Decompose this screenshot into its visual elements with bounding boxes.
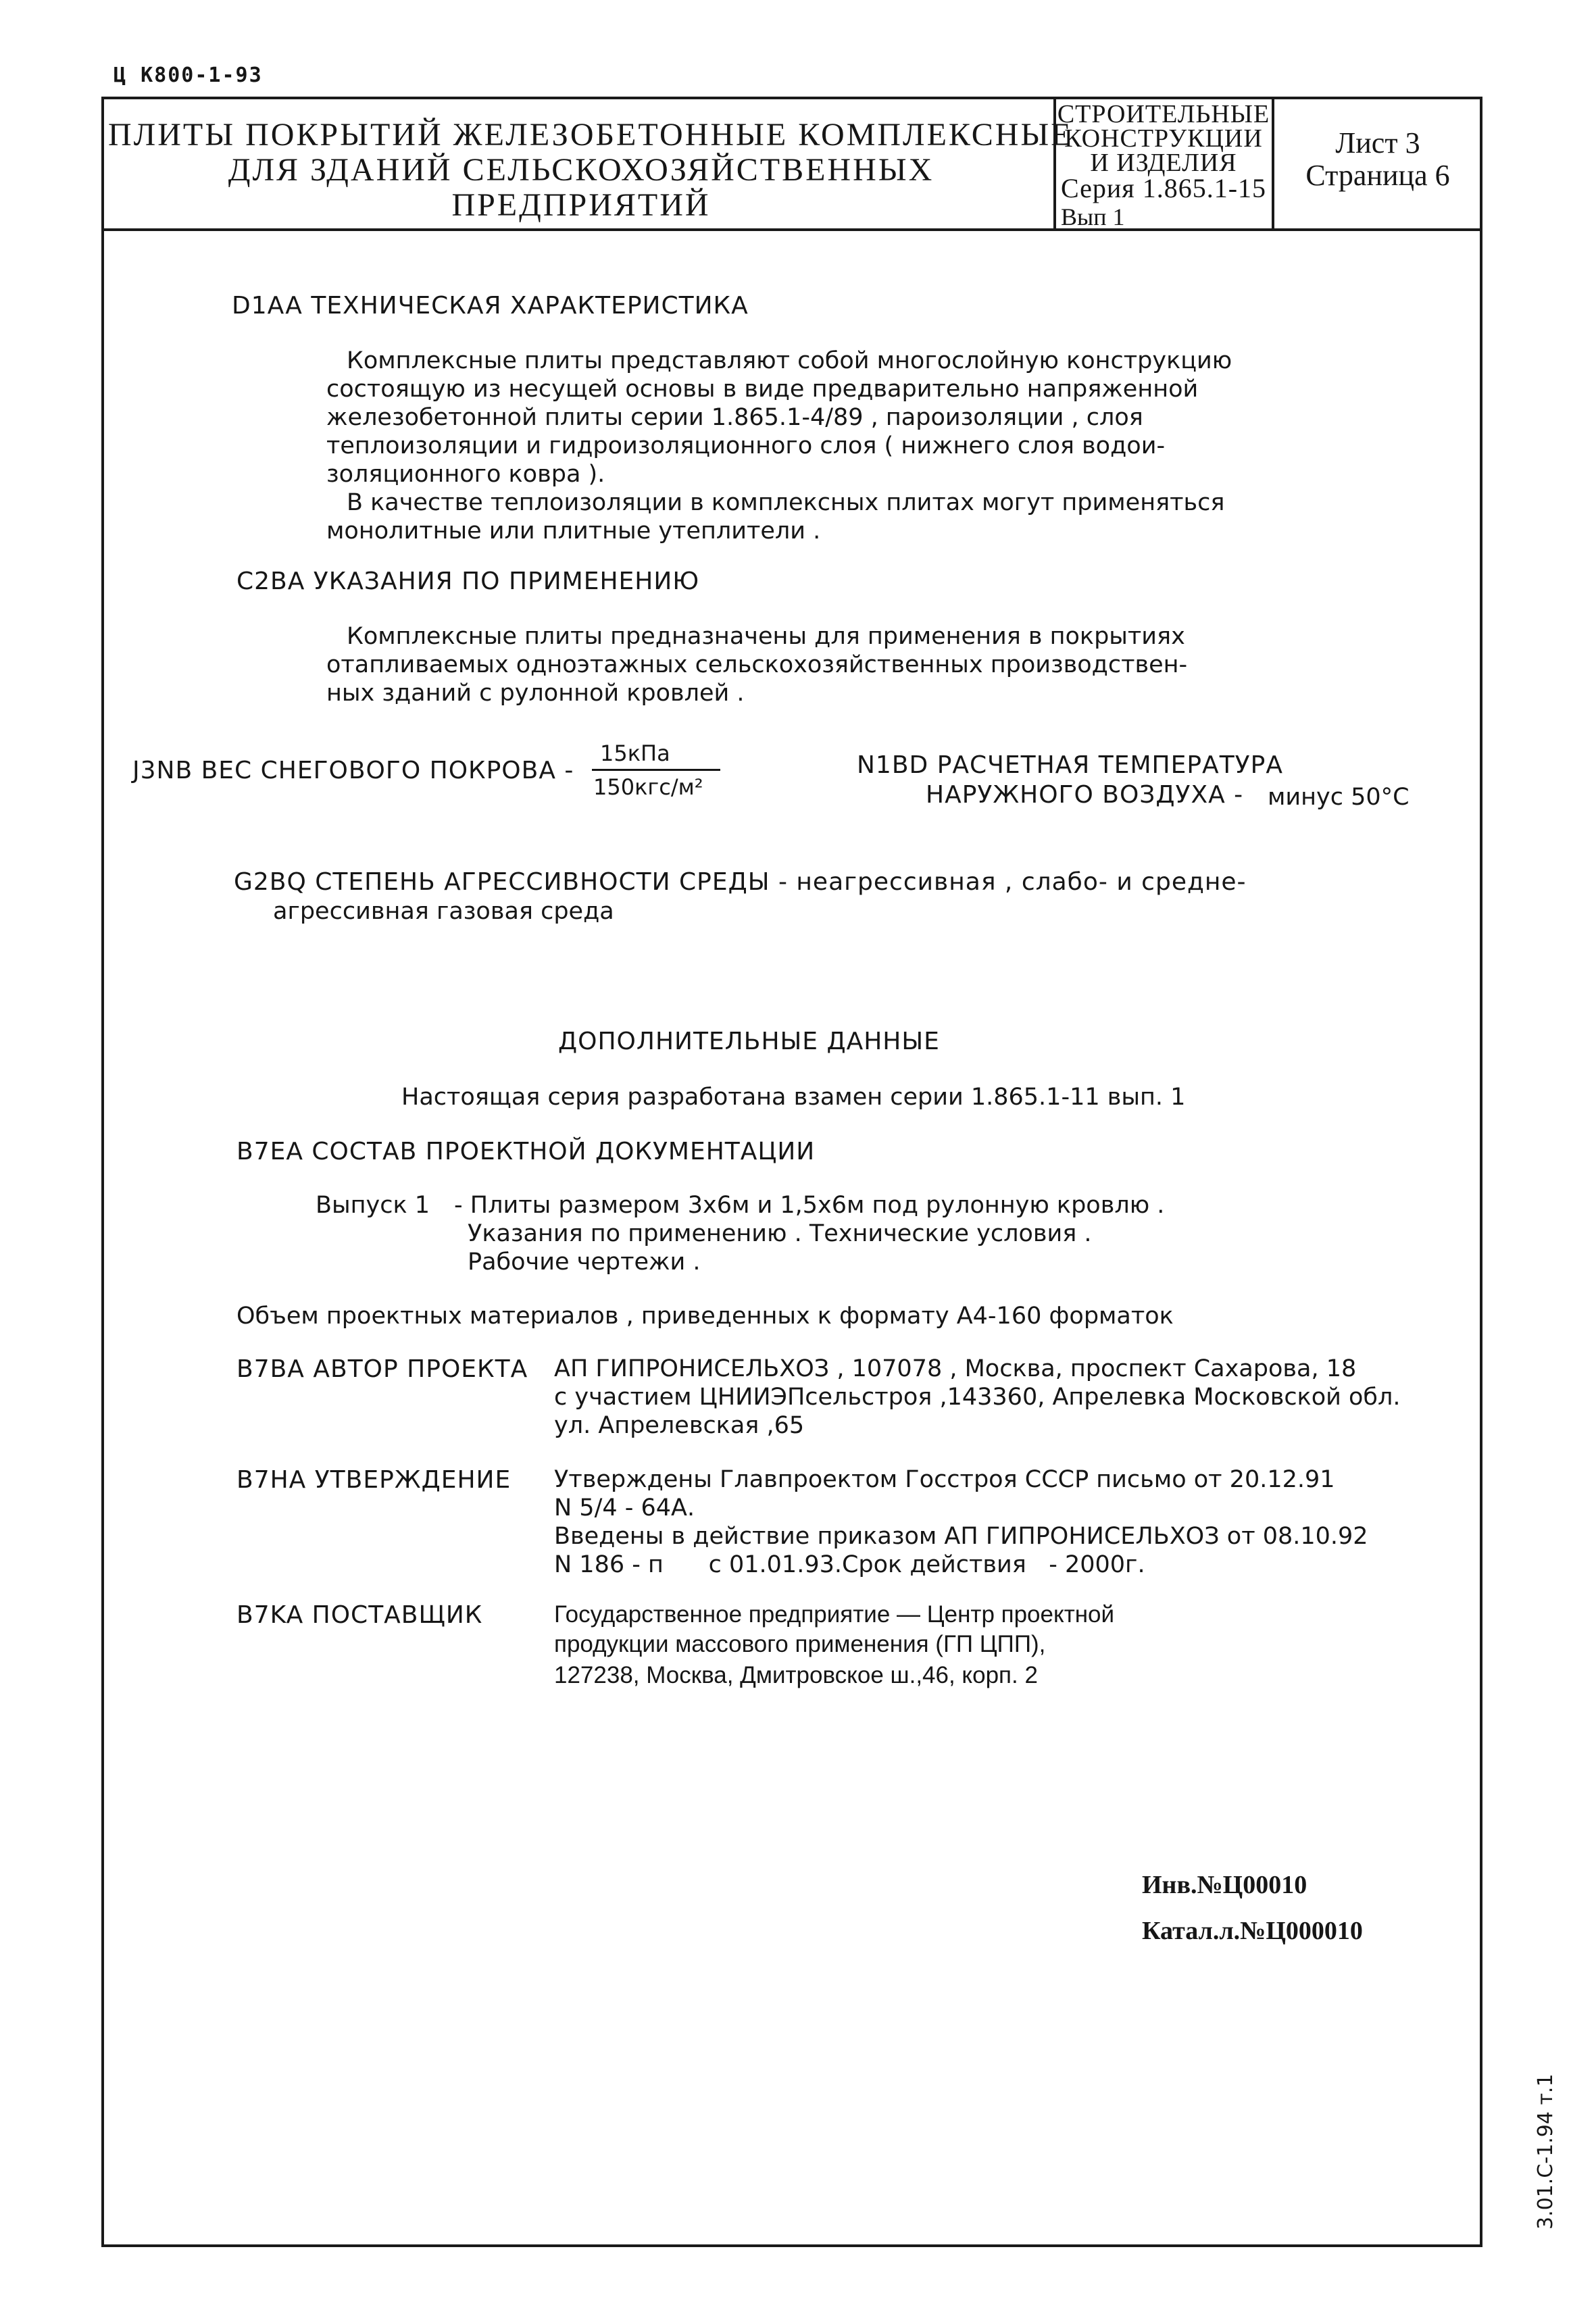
snow-load-numerator: 15кПа [600, 740, 670, 766]
category-line-2: КОНСТРУКЦИИ [1064, 124, 1263, 153]
issue-line: Рабочие чертежи . [468, 1249, 701, 1276]
author-line: АП ГИПРОНИСЕЛЬХОЗ , 107078 , Москва, проспект Сахарова, 18 [554, 1355, 1357, 1382]
approval-line: Введены в действие приказом АП ГИПРОНИСЕЛЬХОЗ от 08.10.92 [554, 1523, 1368, 1550]
additional-data-heading: ДОПОЛНИТЕЛЬНЫЕ ДАННЫЕ [558, 1028, 940, 1055]
author-label: B7BA АВТОР ПРОЕКТА [236, 1355, 528, 1383]
aggressiveness-line-2: агрессивная газовая среда [273, 898, 614, 925]
tech-line: золяционного ковра ). [326, 461, 605, 488]
author-line: с участием ЦНИИЭПсельстроя ,143360, Апрелевка Московской обл. [554, 1384, 1401, 1411]
sheet-number: Лист 3 [1335, 126, 1420, 159]
usage-line: Комплексные плиты предназначены для применения в покрытиях [347, 623, 1185, 650]
doc-title-line-1: ПЛИТЫ ПОКРЫТИЙ ЖЕЛЕЗОБЕТОННЫЕ КОМПЛЕКСНЫЕ [108, 117, 1073, 153]
document-code: Ц К800-1-93 [114, 64, 263, 87]
docs-heading: B7EA СОСТАВ ПРОЕКТНОЙ ДОКУМЕНТАЦИИ [236, 1138, 816, 1165]
issue-line: - Плиты размером 3х6м и 1,5х6м под рулонную кровлю . [454, 1192, 1165, 1219]
supplier-line: Государственное предприятие — Центр проектной [554, 1601, 1115, 1628]
snow-load-label: J3NB ВЕС СНЕГОВОГО ПОКРОВА - [132, 757, 574, 784]
approval-line: N 5/4 - 64А. [554, 1494, 695, 1521]
doc-title-line-2: ДЛЯ ЗДАНИЙ СЕЛЬСКОХОЗЯЙСТВЕННЫХ [228, 152, 934, 188]
tech-line: состоящую из несущей основы в виде предварительно напряженной [326, 376, 1199, 403]
page-number: Страница 6 [1305, 159, 1450, 192]
replacement-note: Настоящая серия разработана взамен серии 1.865.1-11 вып. 1 [401, 1084, 1186, 1111]
tech-line: монолитные или плитные утеплители . [326, 518, 821, 545]
issue-number: Вып 1 [1061, 203, 1125, 230]
series-number: Серия 1.865.1-15 [1060, 173, 1267, 203]
temperature-value: минус 50°С [1268, 784, 1410, 811]
tech-line: Комплексные плиты представляют собой многослойную конструкцию [347, 347, 1232, 374]
usage-heading: C2BA УКАЗАНИЯ ПО ПРИМЕНЕНИЮ [236, 568, 700, 595]
tech-line: В качестве теплоизоляции в комплексных плитах могут применяться [347, 489, 1225, 516]
aggressiveness-line-1: G2BQ СТЕПЕНЬ АГРЕССИВНОСТИ СРЕДЫ - неагрессивная , слабо- и средне- [234, 868, 1247, 896]
issue-label: Выпуск 1 [316, 1192, 430, 1219]
author-line: ул. Апрелевская ,65 [554, 1412, 805, 1439]
tech-line: железобетонной плиты серии 1.865.1-4/89 , пароизоляции , слоя [326, 404, 1143, 431]
supplier-line: 127238, Москва, Дмитровское ш.,46, корп. 2 [554, 1662, 1038, 1688]
category-line-3: И ИЗДЕЛИЯ [1090, 149, 1237, 177]
issue-line: Указания по применению . Технические условия . [468, 1220, 1092, 1247]
approval-line: Утверждены Главпроектом Госстроя СССР письмо от 20.12.91 [554, 1466, 1335, 1493]
supplier-line: продукции массового применения (ГП ЦПП), [554, 1631, 1046, 1657]
inventory-number: Инв.№Ц00010 [1142, 1871, 1307, 1899]
fraction-bar [592, 769, 720, 771]
header-divider [101, 228, 1482, 231]
snow-load-denominator: 150кгс/м² [593, 774, 703, 800]
category-line-1: СТРОИТЕЛЬНЫЕ [1057, 100, 1270, 128]
tech-heading: D1AA ТЕХНИЧЕСКАЯ ХАРАКТЕРИСТИКА [232, 292, 749, 320]
temperature-label-2: НАРУЖНОГО ВОЗДУХА - [926, 781, 1244, 809]
temperature-label-1: N1BD РАСЧЕТНАЯ ТЕМПЕРАТУРА [857, 751, 1283, 779]
tech-line: теплоизоляции и гидроизоляционного слоя ( нижнего слоя водои- [326, 432, 1166, 459]
approval-label: B7HA УТВЕРЖДЕНИЕ [236, 1466, 512, 1494]
catalog-number: Катал.л.№Ц000010 [1142, 1917, 1363, 1945]
usage-line: ных зданий с рулонной кровлей . [326, 680, 745, 707]
usage-line: отапливаемых одноэтажных сельскохозяйственных производствен- [326, 651, 1188, 678]
doc-title-line-3: ПРЕДПРИЯТИЙ [451, 187, 711, 223]
volume-note: Объем проектных материалов , приведенных к формату А4-160 форматок [236, 1303, 1174, 1330]
supplier-label: B7KA ПОСТАВЩИК [236, 1601, 483, 1629]
side-stamp: 3.01.С-1.94 т.1 [1534, 2073, 1557, 2230]
approval-line: N 186 - п с 01.01.93.Срок действия - 2000г. [554, 1551, 1145, 1578]
